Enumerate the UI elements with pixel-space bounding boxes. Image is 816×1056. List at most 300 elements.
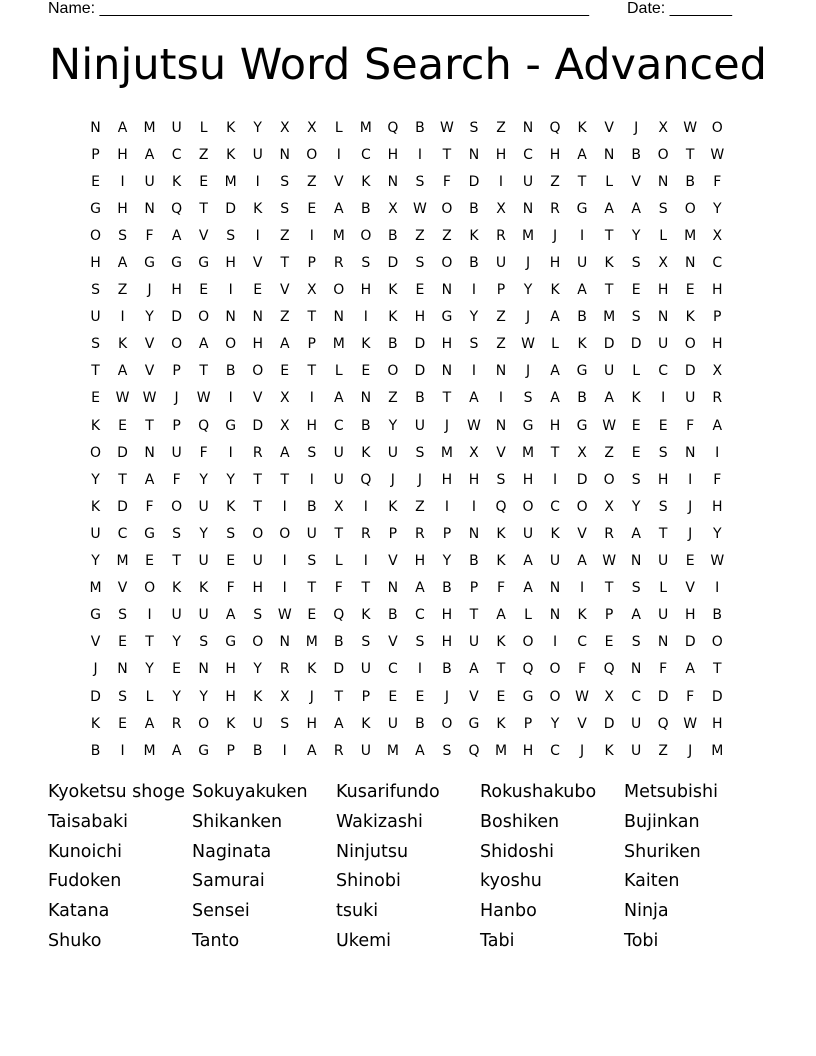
grid-letter[interactable]: X: [577, 444, 587, 461]
grid-letter[interactable]: A: [577, 282, 587, 299]
grid-letter[interactable]: S: [415, 173, 425, 190]
grid-letter[interactable]: V: [577, 525, 587, 542]
grid-letter[interactable]: N: [549, 580, 561, 597]
name-field-label[interactable]: Name: _______________________________________________________: [48, 0, 589, 17]
grid-letter[interactable]: T: [199, 363, 208, 380]
grid-letter[interactable]: S: [253, 607, 263, 624]
grid-letter[interactable]: O: [333, 282, 345, 299]
grid-letter[interactable]: Q: [522, 661, 534, 678]
grid-letter[interactable]: U: [90, 525, 101, 542]
grid-letter[interactable]: J: [417, 471, 422, 488]
grid-letter[interactable]: Y: [172, 634, 181, 651]
grid-letter[interactable]: K: [388, 282, 398, 299]
grid-letter[interactable]: Y: [712, 525, 722, 542]
grid-letter[interactable]: V: [252, 390, 263, 407]
grid-letter[interactable]: Y: [388, 417, 398, 434]
grid-letter[interactable]: O: [549, 688, 561, 705]
grid-letter[interactable]: B: [361, 417, 371, 434]
grid-letter[interactable]: K: [496, 634, 506, 651]
grid-letter[interactable]: G: [441, 309, 453, 326]
grid-letter[interactable]: S: [658, 200, 668, 217]
grid-letter[interactable]: S: [172, 525, 182, 542]
grid-letter[interactable]: N: [630, 661, 642, 678]
grid-letter[interactable]: X: [658, 255, 668, 272]
grid-letter[interactable]: S: [280, 715, 290, 732]
grid-letter[interactable]: P: [388, 525, 398, 542]
grid-letter[interactable]: U: [631, 742, 642, 759]
grid-letter[interactable]: W: [575, 688, 589, 705]
grid-letter[interactable]: E: [145, 553, 154, 570]
grid-letter[interactable]: E: [604, 634, 614, 651]
grid-letter[interactable]: N: [333, 309, 345, 326]
grid-letter[interactable]: H: [711, 282, 723, 299]
grid-letter[interactable]: T: [442, 390, 452, 407]
grid-letter[interactable]: T: [604, 227, 614, 244]
grid-letter[interactable]: N: [198, 661, 209, 678]
grid-letter[interactable]: I: [255, 227, 260, 244]
grid-letter[interactable]: K: [550, 525, 560, 542]
grid-letter[interactable]: C: [712, 255, 723, 272]
grid-letter[interactable]: E: [658, 417, 668, 434]
grid-letter[interactable]: N: [144, 200, 155, 217]
grid-letter[interactable]: S: [361, 255, 371, 272]
grid-letter[interactable]: X: [306, 119, 317, 136]
grid-letter[interactable]: U: [144, 173, 155, 190]
grid-letter[interactable]: G: [576, 200, 588, 217]
grid-letter[interactable]: B: [90, 742, 101, 759]
grid-letter[interactable]: N: [387, 580, 399, 597]
grid-letter[interactable]: Y: [253, 119, 262, 136]
grid-letter[interactable]: V: [604, 119, 614, 136]
grid-letter[interactable]: H: [522, 471, 534, 488]
grid-letter[interactable]: J: [688, 525, 693, 542]
grid-letter[interactable]: N: [495, 363, 507, 380]
grid-letter[interactable]: K: [307, 661, 317, 678]
grid-letter[interactable]: B: [631, 146, 641, 163]
grid-letter[interactable]: N: [522, 200, 534, 217]
grid-letter[interactable]: E: [415, 282, 425, 299]
grid-letter[interactable]: J: [552, 227, 558, 244]
grid-letter[interactable]: T: [550, 444, 560, 461]
grid-letter[interactable]: Z: [550, 173, 560, 190]
grid-letter[interactable]: E: [685, 553, 695, 570]
grid-letter[interactable]: D: [117, 498, 128, 515]
grid-letter[interactable]: D: [684, 363, 696, 380]
grid-letter[interactable]: S: [523, 390, 533, 407]
grid-letter[interactable]: C: [360, 146, 371, 163]
grid-letter[interactable]: R: [279, 661, 290, 678]
grid-letter[interactable]: H: [549, 146, 561, 163]
grid-letter[interactable]: R: [415, 525, 425, 542]
grid-letter[interactable]: H: [711, 715, 723, 732]
grid-letter[interactable]: A: [604, 200, 614, 217]
grid-letter[interactable]: K: [253, 688, 263, 705]
grid-letter[interactable]: I: [282, 498, 287, 515]
grid-letter[interactable]: P: [226, 742, 235, 759]
grid-letter[interactable]: G: [144, 525, 155, 542]
grid-letter[interactable]: P: [442, 525, 452, 542]
grid-letter[interactable]: L: [524, 607, 532, 624]
grid-letter[interactable]: R: [333, 255, 344, 272]
grid-letter[interactable]: H: [225, 661, 236, 678]
grid-letter[interactable]: E: [118, 715, 127, 732]
grid-letter[interactable]: Y: [226, 471, 235, 488]
grid-letter[interactable]: A: [171, 227, 182, 244]
grid-letter[interactable]: H: [414, 309, 426, 326]
grid-letter[interactable]: K: [577, 336, 587, 353]
grid-letter[interactable]: F: [145, 227, 154, 244]
grid-letter[interactable]: I: [661, 390, 666, 407]
grid-letter[interactable]: N: [387, 173, 399, 190]
grid-letter[interactable]: I: [228, 444, 233, 461]
grid-letter[interactable]: T: [199, 200, 208, 217]
grid-letter[interactable]: R: [496, 227, 506, 244]
grid-letter[interactable]: K: [496, 525, 506, 542]
grid-letter[interactable]: G: [198, 255, 210, 272]
grid-letter[interactable]: E: [118, 634, 127, 651]
grid-letter[interactable]: D: [117, 444, 128, 461]
grid-letter[interactable]: O: [225, 336, 237, 353]
grid-letter[interactable]: L: [199, 119, 208, 136]
grid-letter[interactable]: K: [388, 498, 398, 515]
grid-letter[interactable]: X: [279, 688, 290, 705]
grid-letter[interactable]: N: [279, 146, 290, 163]
grid-letter[interactable]: H: [252, 580, 263, 597]
grid-letter[interactable]: B: [225, 363, 236, 380]
grid-letter[interactable]: S: [91, 336, 100, 353]
grid-letter[interactable]: H: [711, 498, 723, 515]
grid-letter[interactable]: H: [225, 255, 236, 272]
grid-letter[interactable]: A: [469, 661, 479, 678]
grid-letter[interactable]: H: [549, 417, 561, 434]
grid-letter[interactable]: D: [630, 336, 642, 353]
grid-letter[interactable]: S: [199, 634, 209, 651]
grid-letter[interactable]: S: [658, 498, 668, 515]
grid-letter[interactable]: T: [280, 255, 290, 272]
grid-letter[interactable]: C: [171, 146, 182, 163]
grid-letter[interactable]: Q: [171, 200, 183, 217]
grid-letter[interactable]: Z: [415, 227, 425, 244]
grid-letter[interactable]: D: [414, 363, 426, 380]
grid-letter[interactable]: C: [550, 498, 560, 515]
grid-letter[interactable]: H: [225, 688, 236, 705]
grid-letter[interactable]: H: [684, 607, 696, 624]
grid-letter[interactable]: U: [171, 607, 182, 624]
grid-letter[interactable]: T: [307, 580, 317, 597]
grid-letter[interactable]: H: [117, 146, 128, 163]
grid-letter[interactable]: Y: [469, 309, 479, 326]
grid-letter[interactable]: W: [521, 336, 535, 353]
grid-letter[interactable]: U: [387, 715, 398, 732]
grid-letter[interactable]: U: [252, 553, 263, 570]
grid-letter[interactable]: D: [252, 417, 264, 434]
grid-letter[interactable]: J: [688, 742, 693, 759]
grid-letter[interactable]: E: [307, 200, 317, 217]
grid-letter[interactable]: B: [388, 336, 398, 353]
grid-letter[interactable]: O: [711, 634, 723, 651]
grid-letter[interactable]: L: [632, 363, 641, 380]
grid-letter[interactable]: Z: [279, 227, 290, 244]
grid-letter[interactable]: Y: [172, 688, 181, 705]
grid-letter[interactable]: W: [710, 146, 725, 163]
grid-letter[interactable]: T: [172, 553, 181, 570]
grid-letter[interactable]: I: [228, 390, 233, 407]
grid-letter[interactable]: I: [552, 634, 558, 651]
grid-letter[interactable]: U: [658, 553, 669, 570]
grid-letter[interactable]: O: [441, 715, 453, 732]
grid-letter[interactable]: M: [143, 742, 156, 759]
grid-letter[interactable]: O: [198, 715, 210, 732]
grid-letter[interactable]: B: [469, 200, 479, 217]
grid-letter[interactable]: I: [282, 580, 287, 597]
grid-letter[interactable]: H: [387, 146, 399, 163]
grid-letter[interactable]: V: [631, 173, 641, 190]
grid-letter[interactable]: F: [145, 498, 154, 515]
grid-letter[interactable]: M: [386, 742, 399, 759]
grid-letter[interactable]: V: [144, 336, 155, 353]
grid-letter[interactable]: K: [361, 715, 371, 732]
grid-letter[interactable]: B: [252, 742, 263, 759]
grid-letter[interactable]: Q: [468, 742, 480, 759]
grid-letter[interactable]: T: [145, 634, 154, 651]
grid-letter[interactable]: H: [414, 553, 426, 570]
grid-letter[interactable]: M: [711, 742, 724, 759]
grid-letter[interactable]: D: [711, 688, 723, 705]
grid-letter[interactable]: X: [279, 119, 290, 136]
grid-letter[interactable]: P: [496, 282, 506, 299]
grid-letter[interactable]: D: [90, 688, 101, 705]
grid-letter[interactable]: S: [631, 634, 641, 651]
grid-letter[interactable]: S: [226, 525, 236, 542]
grid-letter[interactable]: U: [171, 119, 182, 136]
grid-letter[interactable]: K: [550, 282, 560, 299]
grid-letter[interactable]: G: [522, 417, 534, 434]
grid-letter[interactable]: P: [172, 417, 181, 434]
grid-letter[interactable]: X: [279, 390, 290, 407]
grid-letter[interactable]: I: [580, 227, 585, 244]
grid-letter[interactable]: B: [469, 255, 479, 272]
grid-letter[interactable]: K: [90, 417, 101, 434]
grid-letter[interactable]: N: [441, 282, 453, 299]
grid-letter[interactable]: A: [334, 715, 344, 732]
grid-letter[interactable]: C: [577, 634, 587, 651]
grid-letter[interactable]: R: [333, 742, 344, 759]
grid-letter[interactable]: J: [147, 282, 152, 299]
grid-letter[interactable]: R: [550, 200, 560, 217]
grid-letter[interactable]: N: [495, 417, 507, 434]
grid-letter[interactable]: M: [603, 309, 616, 326]
grid-letter[interactable]: B: [388, 227, 398, 244]
grid-letter[interactable]: S: [469, 336, 479, 353]
grid-letter[interactable]: N: [603, 146, 615, 163]
grid-letter[interactable]: S: [415, 444, 425, 461]
grid-letter[interactable]: E: [199, 282, 209, 299]
grid-letter[interactable]: P: [307, 255, 316, 272]
grid-letter[interactable]: A: [577, 553, 587, 570]
grid-letter[interactable]: Z: [496, 309, 506, 326]
grid-letter[interactable]: V: [334, 173, 344, 190]
grid-letter[interactable]: O: [171, 336, 183, 353]
grid-letter[interactable]: A: [577, 146, 587, 163]
grid-letter[interactable]: I: [309, 390, 314, 407]
grid-letter[interactable]: R: [360, 525, 371, 542]
grid-letter[interactable]: S: [91, 282, 100, 299]
grid-letter[interactable]: H: [657, 471, 669, 488]
grid-letter[interactable]: T: [577, 173, 587, 190]
grid-letter[interactable]: Y: [253, 661, 262, 678]
grid-letter[interactable]: K: [685, 309, 695, 326]
grid-letter[interactable]: V: [279, 282, 290, 299]
grid-letter[interactable]: O: [360, 227, 372, 244]
grid-letter[interactable]: F: [686, 688, 695, 705]
grid-letter[interactable]: G: [225, 417, 237, 434]
grid-letter[interactable]: X: [306, 282, 317, 299]
grid-letter[interactable]: Q: [549, 119, 561, 136]
grid-letter[interactable]: L: [334, 553, 343, 570]
grid-letter[interactable]: F: [659, 661, 668, 678]
grid-letter[interactable]: G: [576, 363, 588, 380]
grid-letter[interactable]: E: [280, 363, 290, 380]
grid-letter[interactable]: N: [225, 309, 236, 326]
grid-letter[interactable]: N: [252, 309, 263, 326]
grid-letter[interactable]: Q: [360, 471, 372, 488]
grid-letter[interactable]: N: [657, 173, 669, 190]
grid-letter[interactable]: F: [578, 661, 587, 678]
grid-letter[interactable]: O: [171, 498, 183, 515]
grid-letter[interactable]: D: [414, 336, 426, 353]
grid-letter[interactable]: I: [552, 471, 558, 488]
grid-letter[interactable]: U: [387, 444, 398, 461]
grid-letter[interactable]: F: [199, 444, 208, 461]
grid-letter[interactable]: G: [225, 634, 237, 651]
grid-letter[interactable]: Q: [657, 715, 669, 732]
grid-letter[interactable]: D: [387, 255, 399, 272]
grid-letter[interactable]: I: [120, 742, 125, 759]
grid-letter[interactable]: U: [414, 417, 426, 434]
grid-letter[interactable]: F: [442, 173, 451, 190]
grid-letter[interactable]: T: [469, 607, 479, 624]
grid-letter[interactable]: N: [684, 255, 696, 272]
grid-letter[interactable]: I: [580, 580, 585, 597]
grid-letter[interactable]: T: [496, 661, 506, 678]
grid-letter[interactable]: N: [522, 119, 534, 136]
grid-letter[interactable]: A: [496, 607, 506, 624]
grid-letter[interactable]: O: [684, 336, 696, 353]
grid-letter[interactable]: E: [388, 688, 398, 705]
grid-letter[interactable]: O: [576, 498, 588, 515]
grid-letter[interactable]: V: [388, 634, 398, 651]
grid-letter[interactable]: H: [441, 634, 453, 651]
grid-letter[interactable]: K: [199, 580, 209, 597]
grid-letter[interactable]: O: [522, 634, 534, 651]
grid-letter[interactable]: U: [198, 553, 209, 570]
grid-letter[interactable]: D: [333, 661, 345, 678]
grid-letter[interactable]: T: [658, 525, 668, 542]
grid-letter[interactable]: B: [306, 498, 317, 515]
grid-letter[interactable]: J: [688, 498, 693, 515]
grid-letter[interactable]: A: [550, 363, 560, 380]
grid-letter[interactable]: I: [282, 553, 287, 570]
grid-letter[interactable]: S: [361, 634, 371, 651]
grid-letter[interactable]: T: [253, 498, 262, 515]
grid-letter[interactable]: E: [685, 282, 695, 299]
grid-letter[interactable]: A: [334, 200, 344, 217]
grid-letter[interactable]: P: [91, 146, 100, 163]
grid-letter[interactable]: L: [659, 580, 668, 597]
grid-letter[interactable]: E: [631, 282, 641, 299]
grid-letter[interactable]: D: [603, 715, 615, 732]
grid-letter[interactable]: T: [361, 580, 371, 597]
grid-letter[interactable]: C: [333, 417, 344, 434]
grid-letter[interactable]: J: [525, 309, 531, 326]
grid-letter[interactable]: K: [226, 498, 236, 515]
grid-letter[interactable]: A: [144, 471, 155, 488]
grid-letter[interactable]: Z: [415, 498, 425, 515]
grid-letter[interactable]: S: [631, 471, 641, 488]
grid-letter[interactable]: Q: [387, 119, 399, 136]
grid-letter[interactable]: A: [712, 417, 723, 434]
grid-letter[interactable]: S: [307, 444, 317, 461]
grid-letter[interactable]: H: [117, 200, 128, 217]
grid-letter[interactable]: W: [683, 715, 698, 732]
grid-letter[interactable]: B: [442, 580, 452, 597]
grid-letter[interactable]: U: [658, 607, 669, 624]
grid-letter[interactable]: S: [631, 309, 641, 326]
grid-letter[interactable]: Y: [199, 525, 208, 542]
grid-letter[interactable]: W: [602, 417, 617, 434]
grid-letter[interactable]: I: [688, 471, 693, 488]
grid-letter[interactable]: A: [198, 336, 209, 353]
grid-letter[interactable]: S: [496, 471, 506, 488]
grid-letter[interactable]: O: [252, 634, 264, 651]
grid-letter[interactable]: A: [523, 580, 533, 597]
grid-letter[interactable]: I: [309, 471, 314, 488]
grid-letter[interactable]: D: [225, 200, 237, 217]
grid-letter[interactable]: W: [115, 390, 130, 407]
grid-letter[interactable]: A: [469, 390, 479, 407]
grid-letter[interactable]: K: [226, 119, 236, 136]
grid-letter[interactable]: H: [252, 336, 263, 353]
grid-letter[interactable]: F: [172, 471, 181, 488]
grid-letter[interactable]: O: [252, 525, 264, 542]
grid-letter[interactable]: I: [282, 742, 287, 759]
date-field-label[interactable]: Date: _______: [627, 0, 732, 17]
grid-letter[interactable]: W: [277, 607, 292, 624]
grid-letter[interactable]: N: [684, 444, 696, 461]
grid-letter[interactable]: H: [441, 471, 453, 488]
grid-letter[interactable]: T: [253, 471, 262, 488]
grid-letter[interactable]: A: [550, 390, 560, 407]
grid-letter[interactable]: S: [280, 173, 290, 190]
grid-letter[interactable]: O: [441, 255, 453, 272]
grid-letter[interactable]: P: [361, 688, 371, 705]
grid-letter[interactable]: K: [496, 715, 506, 732]
grid-letter[interactable]: Y: [199, 471, 208, 488]
grid-letter[interactable]: U: [522, 173, 534, 190]
grid-letter[interactable]: P: [523, 715, 533, 732]
grid-letter[interactable]: V: [144, 363, 155, 380]
grid-letter[interactable]: K: [469, 227, 479, 244]
grid-letter[interactable]: R: [171, 715, 182, 732]
grid-letter[interactable]: E: [631, 417, 641, 434]
grid-letter[interactable]: C: [631, 688, 642, 705]
grid-letter[interactable]: E: [307, 607, 317, 624]
grid-letter[interactable]: X: [279, 417, 290, 434]
grid-letter[interactable]: M: [332, 336, 345, 353]
grid-letter[interactable]: D: [603, 336, 615, 353]
grid-letter[interactable]: S: [469, 119, 479, 136]
grid-letter[interactable]: J: [390, 471, 395, 488]
